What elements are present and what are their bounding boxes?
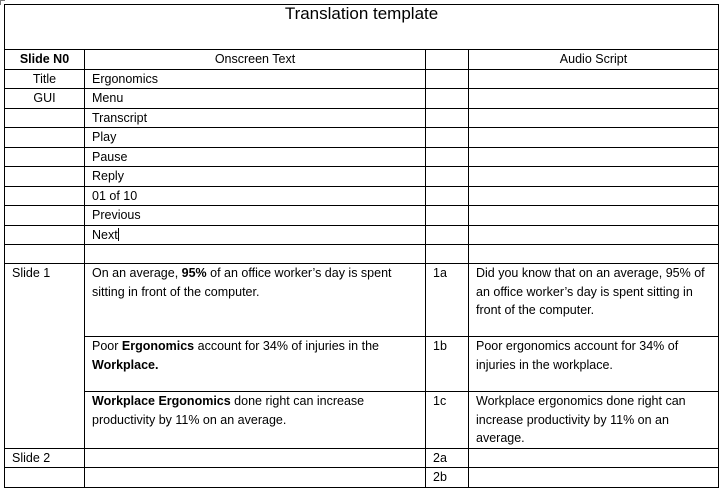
id-cell[interactable]: [426, 167, 469, 187]
audio-cell[interactable]: Poor ergonomics account for 34% of injuries in the workplace.: [469, 337, 719, 392]
id-cell[interactable]: [426, 245, 469, 264]
table-row: [5, 264, 719, 337]
onscreen-rich-text: [92, 266, 392, 299]
onscreen-cell[interactable]: Previous: [85, 206, 426, 226]
table-row: [5, 167, 719, 187]
audio-cell[interactable]: [469, 147, 719, 167]
slide-cell[interactable]: [5, 206, 85, 226]
bold-text: 95%: [181, 266, 207, 280]
table-row: [5, 147, 719, 167]
audio-cell[interactable]: [469, 167, 719, 187]
onscreen-cell[interactable]: [85, 337, 426, 392]
onscreen-text: Next: [92, 227, 118, 242]
onscreen-cell[interactable]: Menu: [85, 89, 426, 109]
bold-text: Ergonomics: [121, 339, 195, 353]
table-row: [5, 468, 719, 488]
audio-cell[interactable]: [469, 89, 719, 109]
id-cell[interactable]: [426, 108, 469, 128]
table-row: [5, 186, 719, 206]
slide-cell[interactable]: [5, 147, 85, 167]
plain-text: done right can increase productivity by 11% on an average.: [92, 394, 365, 427]
onscreen-cell[interactable]: [85, 225, 426, 245]
header-slide-no[interactable]: Slide N0: [5, 50, 85, 70]
id-cell[interactable]: [426, 128, 469, 148]
audio-cell[interactable]: [469, 128, 719, 148]
table-row: [5, 225, 719, 245]
plain-text: Poor: [92, 339, 122, 353]
onscreen-cell[interactable]: Ergonomics: [85, 69, 426, 89]
table-row: [5, 128, 719, 148]
onscreen-cell[interactable]: Play: [85, 128, 426, 148]
audio-cell[interactable]: [469, 468, 719, 488]
onscreen-cell[interactable]: Pause: [85, 147, 426, 167]
onscreen-cell[interactable]: Reply: [85, 167, 426, 187]
slide-cell[interactable]: Title: [5, 69, 85, 89]
title-row: [5, 5, 719, 50]
audio-cell[interactable]: [469, 108, 719, 128]
slide-cell[interactable]: [5, 245, 85, 264]
table-title[interactable]: Translation template: [5, 5, 719, 50]
onscreen-rich-text: [92, 339, 379, 372]
header-audio-script[interactable]: Audio Script: [469, 50, 719, 70]
slide-cell[interactable]: [5, 108, 85, 128]
id-cell[interactable]: 2a: [426, 448, 469, 468]
slide-cell[interactable]: [5, 225, 85, 245]
id-cell[interactable]: [426, 147, 469, 167]
table-row: [5, 392, 719, 449]
table-row: [5, 69, 719, 89]
slide-cell[interactable]: [5, 167, 85, 187]
audio-cell[interactable]: Did you know that on an average, 95% of an office worker’s day is spent sitting in front of the computer.: [469, 264, 719, 337]
id-cell[interactable]: 2b: [426, 468, 469, 488]
id-cell[interactable]: [426, 89, 469, 109]
header-id[interactable]: [426, 50, 469, 70]
audio-cell[interactable]: [469, 69, 719, 89]
id-cell[interactable]: 1c: [426, 392, 469, 449]
slide-cell[interactable]: [5, 186, 85, 206]
audio-cell[interactable]: [469, 186, 719, 206]
id-cell[interactable]: [426, 69, 469, 89]
header-onscreen-text[interactable]: Onscreen Text: [85, 50, 426, 70]
id-cell[interactable]: [426, 186, 469, 206]
onscreen-cell[interactable]: [85, 245, 426, 264]
slide-cell[interactable]: [5, 468, 85, 488]
audio-cell[interactable]: [469, 206, 719, 226]
slide-cell[interactable]: [5, 128, 85, 148]
translation-table: [4, 4, 719, 488]
table-row: [5, 108, 719, 128]
audio-cell[interactable]: [469, 245, 719, 264]
id-cell[interactable]: [426, 225, 469, 245]
table-row-empty: [5, 245, 719, 264]
id-cell[interactable]: 1b: [426, 337, 469, 392]
onscreen-cell[interactable]: [85, 392, 426, 449]
table-row: [5, 89, 719, 109]
id-cell[interactable]: [426, 206, 469, 226]
bold-text: Workplace.: [92, 357, 159, 372]
audio-cell[interactable]: [469, 448, 719, 468]
bold-text: Workplace Ergonomics: [92, 394, 231, 408]
onscreen-cell[interactable]: [85, 468, 426, 488]
slide-cell[interactable]: Slide 1: [5, 264, 85, 449]
audio-cell[interactable]: [469, 225, 719, 245]
plain-text: of an office worker’s day is spent sitting in front of the computer.: [92, 266, 392, 299]
id-cell[interactable]: 1a: [426, 264, 469, 337]
onscreen-cell[interactable]: [85, 264, 426, 337]
onscreen-cell[interactable]: [85, 448, 426, 468]
plain-text: account for 34% of injuries in the: [194, 339, 379, 353]
onscreen-cell[interactable]: 01 of 10: [85, 186, 426, 206]
slide-cell[interactable]: Slide 2: [5, 448, 85, 468]
slide-cell[interactable]: GUI: [5, 89, 85, 109]
table-row: [5, 206, 719, 226]
table-row: [5, 337, 719, 392]
plain-text: On an average,: [92, 266, 182, 280]
audio-cell[interactable]: Workplace ergonomics done right can increase productivity by 11% on an average.: [469, 392, 719, 449]
header-row: [5, 50, 719, 70]
table-row: [5, 448, 719, 468]
onscreen-cell[interactable]: Transcript: [85, 108, 426, 128]
onscreen-rich-text: [92, 394, 364, 427]
text-cursor: [118, 228, 119, 241]
